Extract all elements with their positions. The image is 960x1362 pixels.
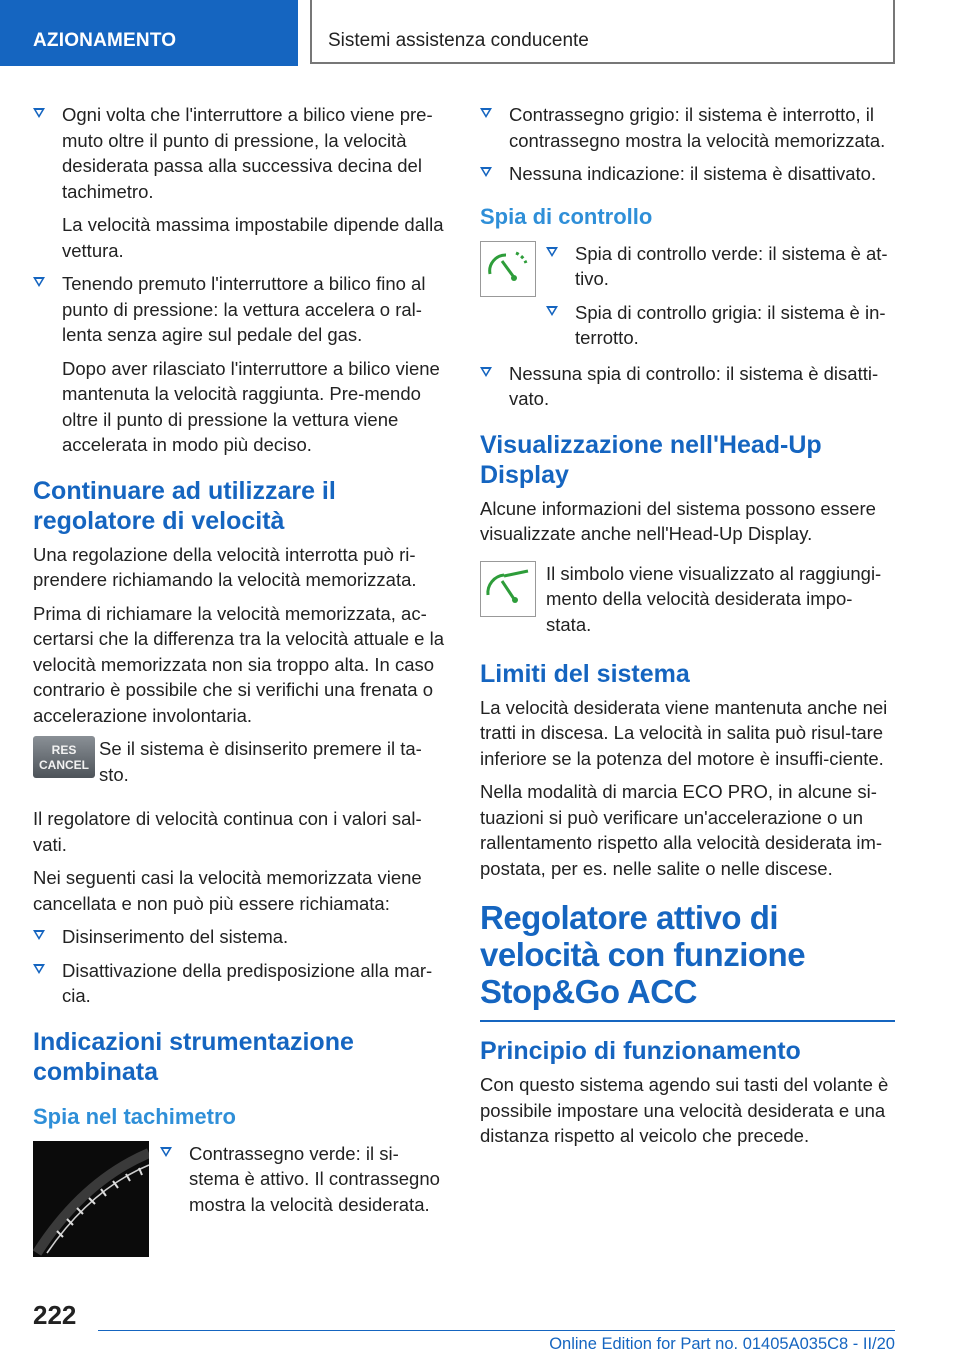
edition-note: Online Edition for Part no. 01405A035C8 - II/20	[549, 1335, 895, 1353]
paragraph: Se il sistema è disinserito premere il ta-sto.	[99, 738, 422, 785]
left-column	[33, 102, 448, 1257]
paragraph: Dopo aver rilasciato l'interruttore a bilico viene mantenuta la velocità raggiunta. Pre-mendo oltre il punto di pressione la vettura viene accelerata in modo più deciso.	[62, 357, 440, 455]
list-item-text: Ogni volta che l'interruttore a bilico viene pre-muto oltre il punto di pressione, la velocità desiderata passa alla successiva decina del tachimetro.	[62, 104, 433, 202]
paragraph: Con questo sistema agendo sui tasti del volante è possibile impostare una velocità desiderata e una distanza rispetto al veicolo che precede.	[480, 1074, 889, 1146]
bullet-triangle-icon	[480, 108, 492, 118]
hud-row	[480, 561, 895, 641]
res-cancel-button-icon	[33, 736, 95, 783]
heading-control-light: Spia di controllo	[480, 203, 653, 229]
list-item	[160, 1141, 448, 1218]
bullet-triangle-icon	[33, 930, 45, 940]
paragraph: La velocità desiderata viene mantenuta anche nei tratti in discesa. La velocità in salita può risul-tare inferiore se la potenza del motore è insuffi-ciente.	[480, 696, 888, 769]
heading-limits: Limiti del sistema	[480, 659, 690, 688]
bullet-triangle-icon	[480, 167, 492, 177]
list-item	[480, 361, 895, 412]
list-item	[33, 102, 448, 204]
speedometer-row	[33, 1141, 448, 1257]
paragraph: Una regolazione della velocità interrotta può ri-prendere richiamando la velocità memorizzata.	[33, 543, 417, 590]
bullet-triangle-icon	[546, 306, 558, 316]
heading-speedometer-light: Spia nel tachimetro	[33, 1103, 236, 1129]
list-item	[33, 271, 448, 348]
chapter-title: Sistemi assistenza conducente	[310, 0, 895, 64]
list-item	[33, 924, 448, 950]
list-item	[546, 241, 895, 292]
cancel-label: CANCEL	[39, 758, 89, 772]
hud-cruise-symbol-icon	[480, 561, 536, 622]
list-item-text: Spia di controllo grigia: il sistema è in-terrotto.	[575, 301, 886, 348]
paragraph: Il regolatore di velocità continua con i valori sal-vati.	[33, 808, 422, 855]
paragraph: La velocità massima impostabile dipende dalla vettura.	[62, 214, 444, 261]
paragraph: Alcune informazioni del sistema possono essere visualizzate anche nell'Head-Up Display.	[480, 497, 876, 544]
bullet-triangle-icon	[33, 108, 45, 118]
heading-principle: Principio di funzionamento	[480, 1037, 801, 1065]
paragraph: Nella modalità di marcia ECO PRO, in alcune si-tuazioni si può verificare un'accelerazione o un rallentamento rispetto alla velocità desiderata im-postata, per es. nelle salite o nelle discese.	[480, 781, 883, 879]
list-item-text: Spia di controllo verde: il sistema è at-tivo.	[575, 242, 888, 289]
control-light-row	[480, 241, 895, 361]
bullet-triangle-icon	[480, 367, 492, 377]
speedometer-marker-image	[33, 1141, 149, 1262]
list-item-text: Contrassegno grigio: il sistema è interrotto, il contrassegno mostra la velocità memorizzata.	[509, 104, 886, 151]
res-label: RES	[51, 743, 77, 757]
paragraph: Nei seguenti casi la velocità memorizzata viene cancellata e non può più essere richiamata:	[33, 867, 422, 914]
heading-acc: Regolatore attivo di velocità con funzione Stop&Go ACC	[480, 899, 806, 1010]
heading-continue: Continuare ad utilizzare il regolatore di velocità	[33, 476, 336, 535]
list-item	[546, 300, 895, 351]
list-item-text: Nessuna spia di controllo: il sistema è disatti-vato.	[509, 362, 879, 409]
heading-divider	[480, 1020, 895, 1022]
right-column	[480, 102, 895, 1157]
list-item	[33, 958, 448, 1009]
bullet-triangle-icon	[546, 247, 558, 257]
paragraph: Prima di richiamare la velocità memorizzata, ac-certarsi che la differenza tra la velocità attuale e la velocità memorizzata non sia troppo alta. In caso contrario è possibile che si verifichi una frenata o accelerazione involontaria.	[33, 602, 444, 726]
res-cancel-row	[33, 736, 448, 796]
bullet-triangle-icon	[160, 1147, 172, 1157]
footer-divider	[98, 1330, 895, 1331]
bullet-triangle-icon	[33, 277, 45, 287]
list-item-text: Tenendo premuto l'interruttore a bilico fino al punto di pressione: la vettura accelera o ral-lenta senza agire sul pedale del gas.	[62, 273, 426, 345]
page-number: 222	[33, 1300, 77, 1330]
list-item-text: Nessuna indicazione: il sistema è disattivato.	[509, 163, 877, 184]
list-item-text: Disattivazione della predisposizione alla mar-cia.	[62, 959, 433, 1006]
page-header	[0, 0, 960, 66]
paragraph: Il simbolo viene visualizzato al raggiungi-mento della velocità desiderata impo-stata.	[546, 562, 882, 635]
list-item	[480, 161, 895, 187]
heading-hud: Visualizzazione nell'Head-Up Display	[480, 430, 822, 489]
section-tab: AZIONAMENTO	[0, 0, 298, 66]
heading-indicators: Indicazioni strumentazione combinata	[33, 1027, 354, 1086]
list-item-text: Disinserimento del sistema.	[62, 926, 289, 947]
list-item	[480, 102, 895, 153]
cruise-control-green-icon	[480, 241, 536, 302]
list-item-text: Contrassegno verde: il si-stema è attivo. Il contrassegno mostra la velocità desiderata.	[189, 1142, 440, 1215]
bullet-triangle-icon	[33, 964, 45, 974]
